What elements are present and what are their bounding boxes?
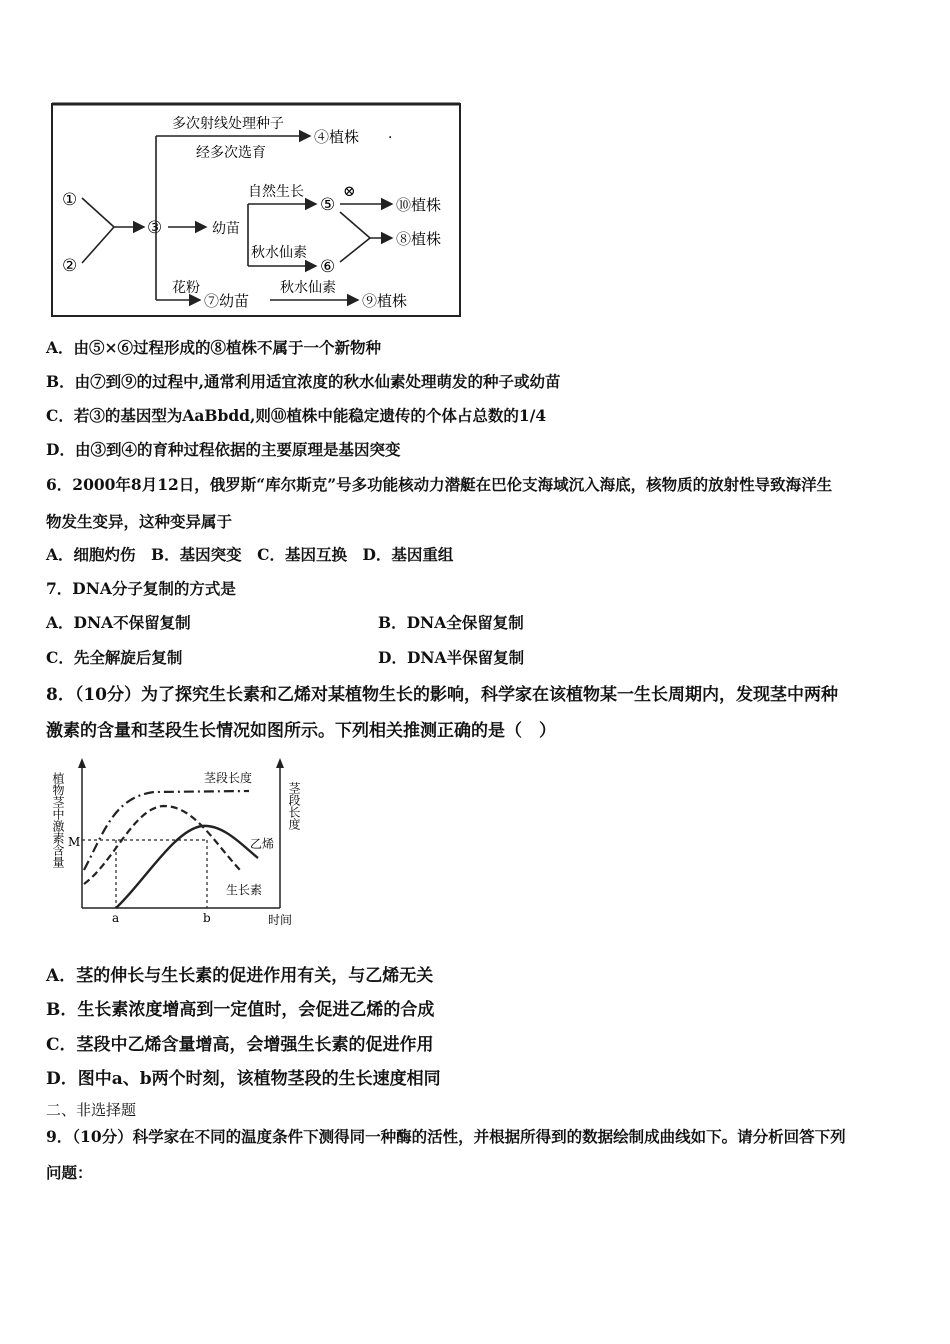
result-8: ⑧植株 [396, 230, 442, 248]
q6-stem-1: 6．2000年8月12日，俄罗斯“库尔斯克”号多功能核动力潜艇在巴伦支海域沉入海底，核物质的放射性导致海洋生 [46, 475, 833, 494]
q5-option-a: A．由⑤×⑥过程形成的⑧植株不属于一个新物种 [46, 338, 382, 357]
result-10: ⑩植株 [396, 196, 442, 214]
q8-option-c: C．茎段中乙烯含量增高，会增强生长素的促进作用 [46, 1035, 434, 1055]
colchicine-label: 秋水仙素 [251, 245, 307, 261]
y-axis-label: 植物茎中激素含量 [51, 772, 65, 868]
tick-b: b [203, 911, 211, 925]
section-heading: 二、非选择题 [46, 1101, 137, 1119]
result-9: ⑨植株 [362, 292, 408, 310]
q6-stem-2: 物发生变异，这种变异属于 [46, 512, 233, 531]
node-1: ① [62, 190, 78, 210]
q8-stem-1: 8．（10分）为了探究生长素和乙烯对某植物生长的影响，科学家在该植物某一生长周期内，发现茎中两种 [46, 685, 838, 705]
selfing-symbol: ⊗ [343, 182, 356, 200]
q7-option-a: A．DNA不保留复制 [46, 613, 191, 632]
q5-option-d: D．由③到④的育种过程依据的主要原理是基因突变 [46, 440, 401, 459]
label-auxin: 生长素 [226, 883, 263, 897]
x-axis-label: 时间 [268, 913, 293, 927]
breeding-diagram [48, 100, 464, 322]
q7-option-b: B．DNA全保留复制 [378, 613, 524, 632]
top-label-1: 多次射线处理种子 [172, 116, 284, 132]
colchicine-label-2: 秋水仙素 [280, 280, 336, 296]
q8-option-b: B．生长素浓度增高到一定值时，会促进乙烯的合成 [46, 1000, 435, 1020]
node-5: ⑤ [320, 195, 336, 215]
node-2: ② [62, 256, 78, 276]
q5-option-b: B．由⑦到⑨的过程中,通常利用适宜浓度的秋水仙素处理萌发的种子或幼苗 [46, 372, 561, 391]
q7-option-c: C．先全解旋后复制 [46, 648, 183, 667]
q7-option-d: D．DNA半保留复制 [378, 648, 525, 667]
pollen-label: 花粉 [172, 280, 200, 296]
q8-option-d: D．图中a、b两个时刻，该植物茎段的生长速度相同 [46, 1069, 441, 1089]
series-auxin [84, 806, 240, 884]
q9-stem-1: 9．（10分）科学家在不同的温度条件下测得同一种酶的活性，并根据所得到的数据绘制成曲线如下。请分析回答下列 [46, 1127, 846, 1146]
label-stem-length: 茎段长度 [204, 771, 253, 785]
q7-stem: 7．DNA分子复制的方式是 [46, 579, 236, 598]
hormone-chart [44, 752, 306, 932]
seedling-7: ⑦幼苗 [204, 292, 250, 310]
seedling-label: 幼苗 [212, 221, 240, 237]
tick-a: a [112, 911, 120, 925]
node-3: ③ [147, 218, 163, 238]
natural-growth: 自然生长 [248, 184, 304, 200]
svg-text:·: · [388, 130, 393, 146]
q8-option-a: A．茎的伸长与生长素的促进作用有关，与乙烯无关 [46, 966, 434, 986]
node-6: ⑥ [320, 257, 336, 277]
q6-options: A．细胞灼伤 B．基因突变 C．基因互换 D．基因重组 [46, 545, 454, 564]
tick-m: M [68, 835, 81, 849]
q8-stem-2: 激素的含量和茎段生长情况如图所示。下列相关推测正确的是（ ） [46, 721, 556, 741]
y2-axis-label: 茎段长度 [287, 782, 301, 830]
label-ethylene: 乙烯 [250, 837, 275, 851]
top-label-2: 经多次选育 [196, 145, 266, 161]
top-result: ④植株 [314, 128, 360, 146]
q5-option-c: C．若③的基因型为AaBbdd,则⑩植株中能稳定遗传的个体占总数的1/4 [46, 406, 547, 425]
q9-stem-2: 问题： [46, 1163, 93, 1182]
